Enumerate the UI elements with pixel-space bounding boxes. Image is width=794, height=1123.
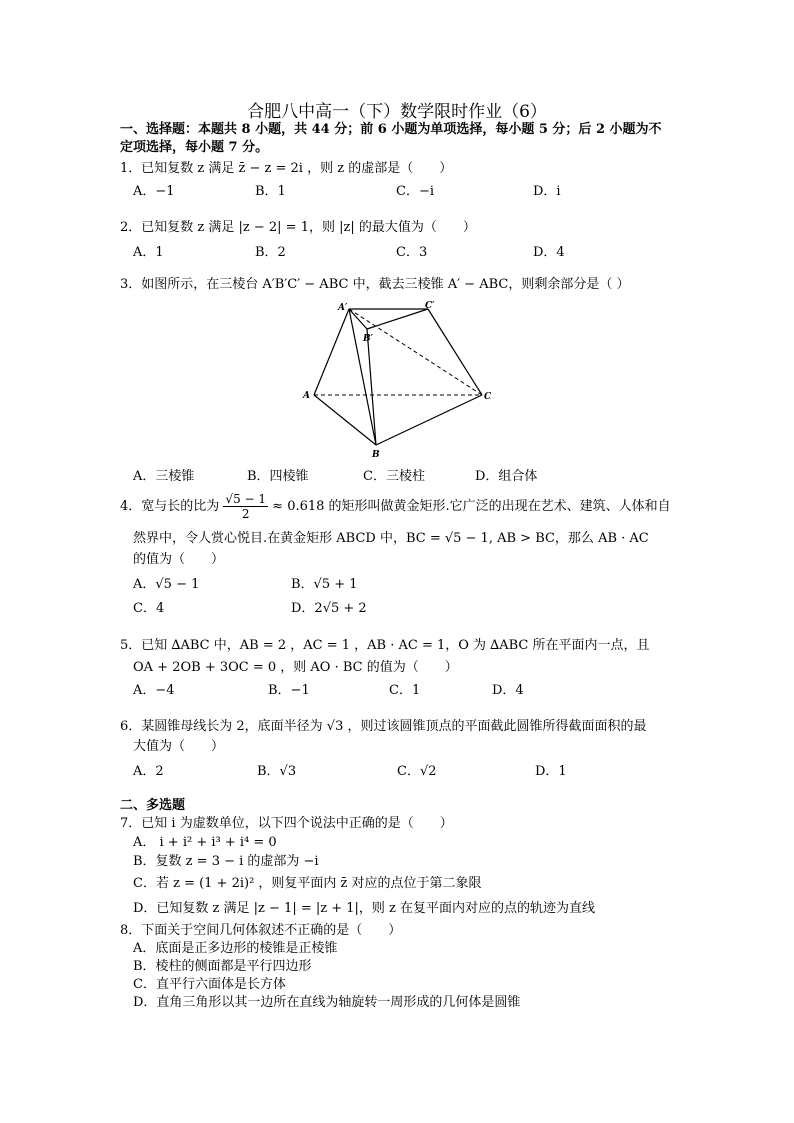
q8-choice-b: B．棱柱的侧面都是平行四边形 — [133, 959, 312, 974]
edge-c1-c — [428, 309, 482, 395]
q4-stem-a: 4．宽与长的比为 — [120, 499, 220, 514]
q7-choice-d: D．已知复数 z 满足 |z − 1| = |z + 1|，则 z 在复平面内对应的点的轨迹为直线 — [133, 901, 596, 916]
edge-a1-b — [349, 309, 376, 445]
q1-options — [133, 180, 693, 198]
q4-stem-b: ≈ 0.618 的矩形叫做黄金矩形.它广泛的出现在艺术、建筑、人体和自 — [272, 499, 671, 514]
q1-stem: 1．已知复数 z 满足 z̄ − z = 2i ，则 z 的虚部是（ ） — [120, 161, 453, 176]
edge-b-c — [376, 395, 482, 445]
q1-option-b: B．1 — [255, 184, 286, 199]
q2-options — [133, 241, 693, 259]
section2-heading: 二、多选题 — [120, 798, 186, 813]
section1-heading-line1: 一、选择题：本题共 8 小题，共 44 分；前 6 小题为单项选择，每小题 5 分；后 2 小题为不 — [120, 122, 662, 137]
q5-option-c: C．1 — [389, 683, 421, 698]
frustum-figure — [300, 296, 500, 461]
label-b: B — [372, 450, 380, 460]
q8-choice-a: A．底面是正多边形的棱锥是正棱锥 — [133, 941, 338, 956]
q6-option-d: D．1 — [535, 764, 567, 779]
q4-stem-line1 — [120, 492, 680, 522]
q4-stem-c: 然界中，令人赏心悦目.在黄金矩形 ABCD 中，BC = √5 − 1, AB > BC，那么 AB · AC — [133, 531, 649, 546]
q5-stem-b: OA + 2OB + 3OC = 0 ，则 AO · BC 的值为（ ） — [133, 660, 458, 675]
q5-options — [133, 679, 693, 697]
q4-options-row2 — [133, 597, 693, 615]
q2-option-d: D．4 — [533, 245, 565, 260]
q8-choice-d: D．直角三角形以其一边所在直线为轴旋转一周形成的几何体是圆锥 — [133, 995, 521, 1010]
q2-option-a: A．1 — [133, 245, 164, 260]
q1-option-c: C．−i — [396, 184, 434, 199]
q5-option-d: D．4 — [492, 683, 524, 698]
q3-option-c: C．三棱柱 — [363, 469, 425, 484]
q8-choice-c: C．直平行六面体是长方体 — [133, 977, 286, 992]
q3-option-d: D．组合体 — [475, 469, 538, 484]
q6-options — [133, 760, 693, 778]
q3-option-a: A．三棱锥 — [133, 469, 195, 484]
q7-choice-a: A． i + i² + i³ + i⁴ = 0 — [133, 835, 277, 850]
edge-a1-b1 — [349, 309, 367, 329]
label-b-prime: B′ — [363, 334, 373, 344]
section1-heading-line2: 定项选择，每小题 7 分。 — [120, 140, 269, 155]
q6-option-c: C．√2 — [397, 764, 437, 779]
edge-a1-a — [314, 309, 349, 395]
q4-option-a: A．√5 − 1 — [133, 577, 200, 592]
q5-stem-a: 5．已知 ∆ABC 中，AB = 2 ，AC = 1 ，AB · AC = 1，O 为 ∆ABC 所在平面内一点，且 — [120, 638, 650, 653]
q3-options — [133, 465, 693, 483]
edge-b1-c1 — [367, 309, 428, 329]
q6-stem-b: 大值为（ ） — [133, 739, 225, 754]
q4-options-row1 — [133, 573, 693, 591]
q1-option-d: D．i — [533, 184, 561, 199]
q4-fraction — [223, 492, 268, 521]
q7-stem: 7．已知 i 为虚数单位，以下四个说法中正确的是（ ） — [120, 816, 453, 831]
q3-option-b: B．四棱锥 — [247, 469, 309, 484]
label-c-prime: C′ — [425, 301, 435, 311]
q4-option-d: D．2√5 + 2 — [291, 601, 367, 616]
q7-choice-c: C．若 z = (1 + 2i)² ，则复平面内 z̄ 对应的点位于第二象限 — [133, 876, 482, 891]
edge-a-b — [314, 395, 376, 445]
q6-option-b: B．√3 — [257, 764, 297, 779]
q4-option-b: B．√5 + 1 — [291, 577, 358, 592]
q4-fraction-denominator: 2 — [241, 507, 250, 521]
q2-option-c: C．3 — [396, 245, 428, 260]
q5-option-b: B．−1 — [268, 683, 310, 698]
q3-stem: 3．如图所示，在三棱台 A′B′C′ − ABC 中，截去三棱锥 A′ − ABC，则剩余部分是（ ） — [120, 277, 630, 292]
label-c: C — [484, 392, 492, 402]
page-title: 合肥八中高一（下）数学限时作业（6） — [247, 102, 547, 122]
edge-b1-b — [367, 329, 376, 445]
q7-choice-b: B．复数 z = 3 − i 的虚部为 −i — [133, 854, 319, 869]
label-a-prime: A′ — [338, 303, 348, 313]
q4-option-c: C．4 — [133, 601, 165, 616]
q6-option-a: A．2 — [133, 764, 164, 779]
q2-option-b: B．2 — [255, 245, 286, 260]
q2-stem: 2．已知复数 z 满足 |z − 2| = 1，则 |z| 的最大值为（ ） — [120, 220, 476, 235]
q8-stem: 8．下面关于空间几何体叙述不正确的是（ ） — [120, 923, 402, 938]
q5-option-a: A．−4 — [133, 683, 175, 698]
q1-option-a: A．−1 — [133, 184, 175, 199]
q6-stem-a: 6．某圆锥母线长为 2，底面半径为 √3 ，则过该圆锥顶点的平面截此圆锥所得截面面积的最 — [120, 719, 647, 734]
label-a: A — [303, 391, 310, 401]
q4-stem-d: 的值为（ ） — [133, 552, 225, 567]
q4-fraction-numerator: √5 − 1 — [225, 492, 267, 506]
